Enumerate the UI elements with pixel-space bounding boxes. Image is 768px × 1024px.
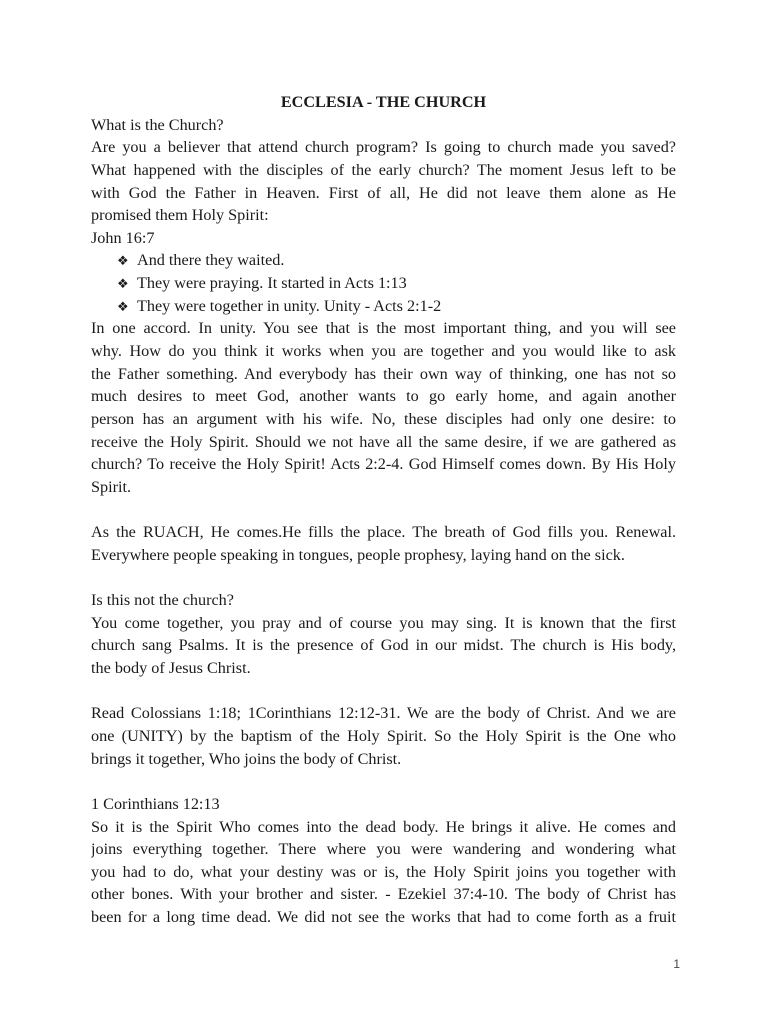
text-line: As the RUACH, He comes.He fills the place. The breath of God fills you. Renewal. [91,523,676,542]
text-line: other bones. With your brother and sister. - Ezekiel 37:4-10. The body of Christ has [91,885,676,904]
document-body [91,91,676,929]
text-line: John 16:7 [91,228,155,247]
text-line: you had to do, what your destiny was or is, the Holy Spirit joins you together with [91,862,676,881]
blank-line [91,680,676,703]
text-line: Is this not the church? [91,591,234,610]
page-number: 1 [673,957,680,971]
text-line: church sang Psalms. It is the presence of God in our midst. The church is His body, [91,636,676,655]
text-line: church? To receive the Holy Spirit! Acts 2:2-4. God Himself comes down. By His Holy [91,455,676,474]
blank-line [91,566,676,589]
bullet-item [91,249,676,272]
text-line: Are you a believer that attend church program? Is going to church made you saved? [91,138,676,157]
bullet-item [91,272,676,295]
blank-line [91,770,676,793]
diamond-bullet-icon: ❖ [117,254,129,270]
text-line: the body of Jesus Christ. [91,659,251,678]
text-line: promised them Holy Spirit: [91,206,269,225]
text-line: In one accord. In unity. You see that is the most important thing, and you will see [91,319,676,338]
blank-line [91,499,676,522]
text-line: the Father something. And everybody has their own way of thinking, one has not so [91,364,676,383]
bullet-item [91,295,676,318]
bullet-text: They were together in unity. Unity - Acts 2:1-2 [137,296,442,315]
text-line: Read Colossians 1:18; 1Corinthians 12:12-31. We are the body of Christ. And we are [91,704,676,723]
diamond-bullet-icon: ❖ [117,299,129,315]
bullet-text: They were praying. It started in Acts 1:13 [137,274,407,293]
bullet-text: And there they waited. [137,251,285,270]
text-line: Spirit. [91,477,132,496]
text-line: What happened with the disciples of the early church? The moment Jesus left to be [91,160,676,179]
text-line: You come together, you pray and of course you may sing. It is known that the first [91,613,676,632]
text-line: brings it together, Who joins the body of Christ. [91,749,402,768]
text-line: joins everything together. There where you were wandering and wondering what [91,840,676,859]
diamond-bullet-icon: ❖ [117,277,129,293]
text-line: person has an argument with his wife. No, these disciples had only one desire: to [91,409,676,428]
text-line: Everywhere people speaking in tongues, people prophesy, laying hand on the sick. [91,545,625,564]
text-line: So it is the Spirit Who comes into the dead body. He brings it alive. He comes and [91,817,676,836]
text-line: with God the Father in Heaven. First of all, He did not leave them alone as He [91,183,676,202]
text-line: much desires to meet God, another wants to go early home, and again another [91,387,676,406]
text-line: What is the Church? [91,115,224,134]
document-title: ECCLESIA - THE CHURCH [280,93,487,111]
text-line: one (UNITY) by the baptism of the Holy Spirit. So the Holy Spirit is the One who [91,726,676,745]
text-line: receive the Holy Spirit. Should we not have all the same desire, if we are gathered as [91,432,676,451]
text-line: been for a long time dead. We did not see the works that had to come forth as a fruit [91,908,676,927]
text-line: 1 Corinthians 12:13 [91,794,220,813]
text-line: why. How do you think it works when you are together and you would like to ask [91,342,676,361]
